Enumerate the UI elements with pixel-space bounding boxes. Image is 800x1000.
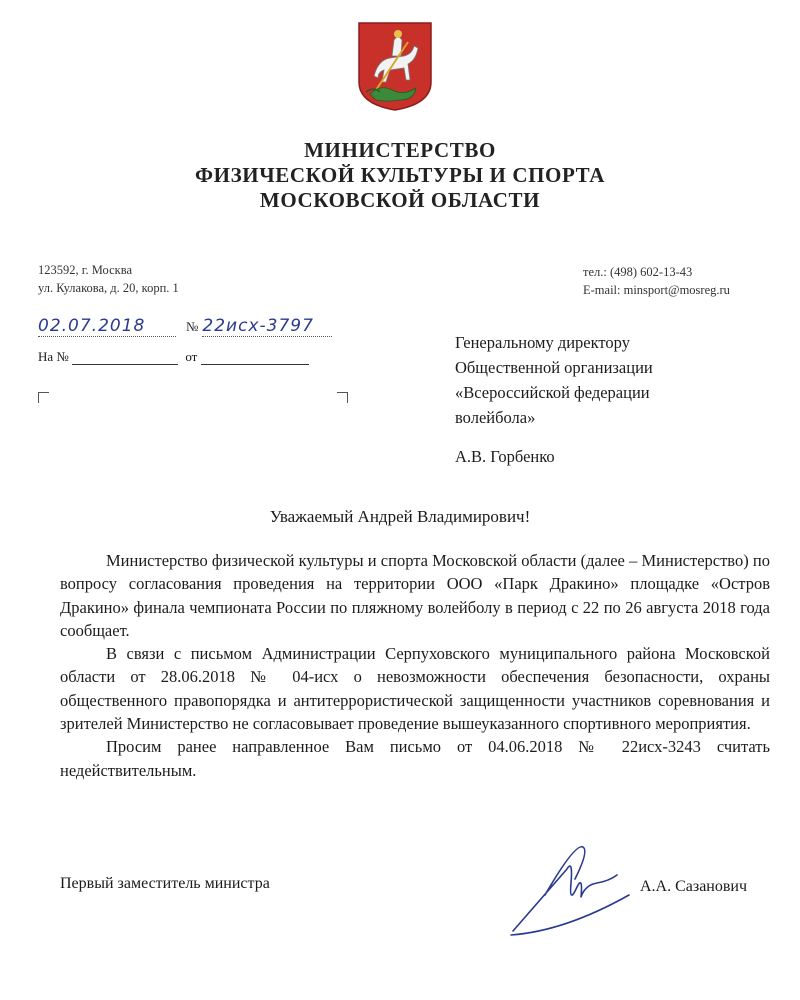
reference-date-line	[201, 352, 309, 365]
recipient-line-4: волейбола»	[455, 408, 536, 427]
address-city: 123592, г. Москва	[38, 263, 132, 277]
recipient-line-3: «Всероссийской федерации	[455, 383, 650, 402]
body-paragraph-1: Министерство физической культуры и спорта Московской области (далее – Министерство) по вопросу согласования проведения на территории ООО «Парк Дракино» площадке «Остров Дракино» финала чемпионата России по пляжному волейболу в период с 22 по 26 августа 2018 года сообщает.	[60, 551, 770, 640]
reference-number-line	[72, 352, 178, 365]
body-paragraph-3: Просим ранее направленное Вам письмо от 04.06.2018 № 22исх-3243 считать недействительным.	[60, 737, 770, 780]
ministry-title-line-3: МОСКОВСКОЙ ОБЛАСТИ	[259, 188, 541, 212]
coat-of-arms-emblem	[356, 20, 434, 112]
reference-from-label: от	[185, 349, 198, 364]
greeting: Уважаемый Андрей Владимирович!	[269, 507, 531, 526]
corner-mark-right	[337, 392, 348, 403]
registration-row	[38, 316, 338, 340]
registration-number: 22исх-3797	[202, 316, 332, 337]
recipient-name: А.В. Горбенко	[455, 447, 555, 466]
registration-date: 02.07.2018	[38, 316, 176, 337]
registration-number-label: №	[186, 319, 199, 334]
ministry-title-line-2: ФИЗИЧЕСКОЙ КУЛЬТУРЫ И СПОРТА	[195, 163, 605, 187]
letter-body	[60, 549, 770, 782]
corner-mark-left	[38, 392, 49, 403]
contact-email: E-mail: minsport@mosreg.ru	[583, 283, 730, 297]
signatory-name: А.А. Сазанович	[640, 878, 748, 895]
ministry-title-line-1: МИНИСТЕРСТВО	[304, 138, 496, 162]
body-paragraph-2: В связи с письмом Администрации Серпуховского муниципального района Московской области от 28.06.2018 № 04-исх о невозможности обеспечения безопасности, охраны общественного правопорядка и антитеррористической защищенности участников соревнования и зрителей Министерство не согласовывает проведение вышеуказанного спортивного мероприятия.	[60, 644, 770, 734]
recipient-line-2: Общественной организации	[455, 358, 653, 377]
contact-phone: тел.: (498) 602-13-43	[583, 265, 693, 279]
recipient-block	[455, 330, 775, 469]
handwritten-signature	[505, 835, 635, 940]
reference-row	[38, 349, 348, 365]
reference-on-label: На №	[38, 349, 69, 364]
recipient-line-1: Генеральному директору	[455, 333, 630, 352]
signatory-title: Первый заместитель министра	[60, 875, 270, 892]
address-street: ул. Кулакова, д. 20, корп. 1	[38, 281, 179, 295]
